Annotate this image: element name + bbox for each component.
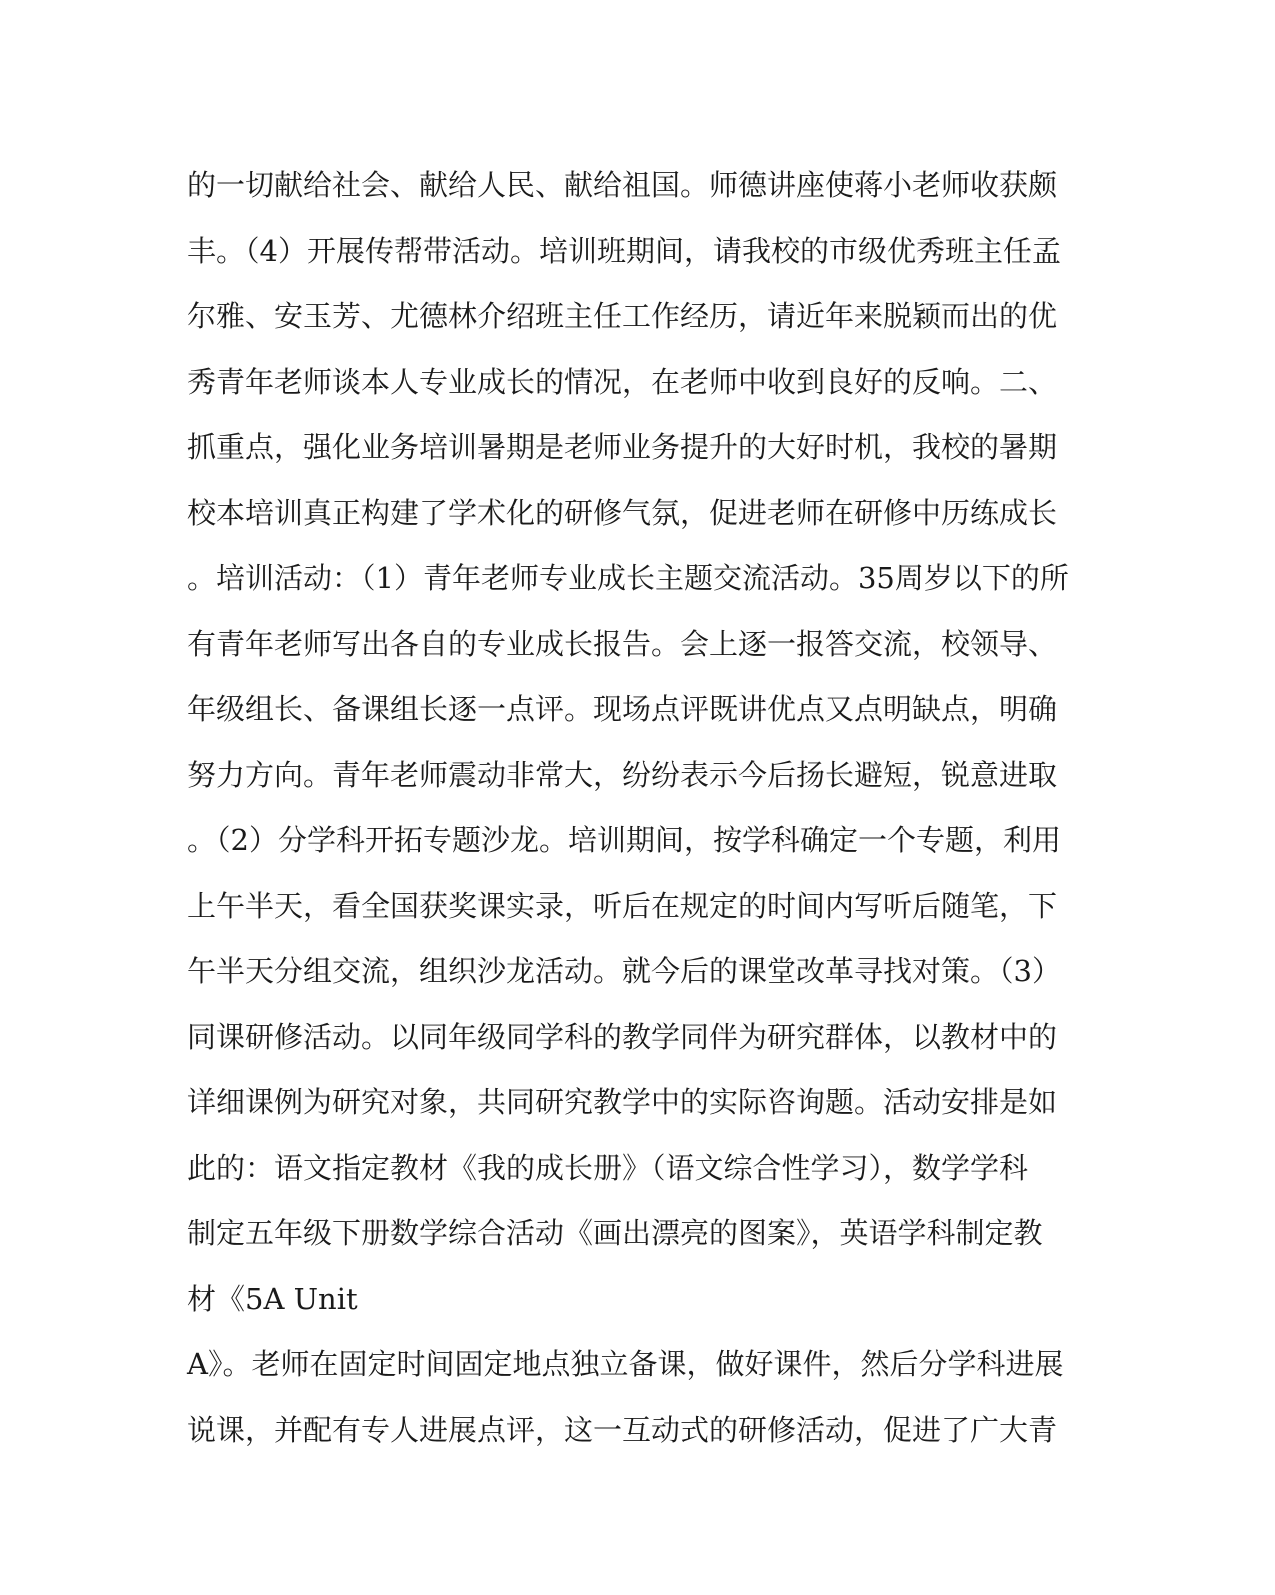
text-line: 详细课例为研究对象，共同研究教学中的实际咨询题。活动安排是如 (187, 1085, 1058, 1119)
text-line: 上午半天，看全国获奖课实录，听后在规定的时间内写听后随笔，下 (187, 888, 1058, 923)
text-line: 抓重点，强化业务培训暑期是老师业务提升的大好时机，我校的暑期 (187, 430, 1058, 464)
text-line: 努力方向。青年老师震动非常大，纷纷表示今后扬长避短，锐意进取 (187, 757, 1058, 792)
text-line: 材《5A Unit (187, 1281, 358, 1316)
text-line: 此的：语文指定教材《我的成长册》（语文综合性学习），数学学科 (187, 1150, 1029, 1185)
body-text (187, 153, 1087, 1463)
text-line: 丰。（4）开展传帮带活动。培训班期间，请我校的市级优秀班主任孟 (187, 233, 1061, 268)
text-line: A》。老师在固定时间固定地点独立备课，做好课件，然后分学科进展 (187, 1347, 1064, 1381)
text-line: 尔雅、安玉芳、尤德林介绍班主任工作经历，请近年来脱颖而出的优 (187, 299, 1058, 333)
text-line: 有青年老师写出各自的专业成长报告。会上逐一报答交流，校领导、 (187, 626, 1058, 661)
text-line: 。培训活动：（1）青年老师专业成长主题交流活动。35周岁以下的所 (187, 561, 1069, 595)
text-line: 秀青年老师谈本人专业成长的情况，在老师中收到良好的反响。二、 (187, 364, 1058, 399)
text-line: 制定五年级下册数学综合活动《画出漂亮的图案》，英语学科制定教 (187, 1216, 1043, 1250)
text-line: 的一切献给社会、献给人民、献给祖国。师德讲座使蒋小老师收获颇 (187, 168, 1058, 202)
text-line: 年级组长、备课组长逐一点评。现场点评既讲优点又点明缺点，明确 (187, 692, 1058, 726)
text-line: 。（2）分学科开拓专题沙龙。培训期间，按学科确定一个专题，利用 (187, 823, 1061, 857)
text-line: 午半天分组交流，组织沙龙活动。就今后的课堂改革寻找对策。（3） (187, 954, 1061, 988)
text-line: 校本培训真正构建了学术化的研修气氛，促进老师在研修中历练成长 (187, 495, 1058, 530)
text-line: 说课，并配有专人进展点评，这一互动式的研修活动，促进了广大青 (187, 1412, 1058, 1447)
text-line: 同课研修活动。以同年级同学科的教学同伴为研究群体，以教材中的 (187, 1019, 1058, 1054)
